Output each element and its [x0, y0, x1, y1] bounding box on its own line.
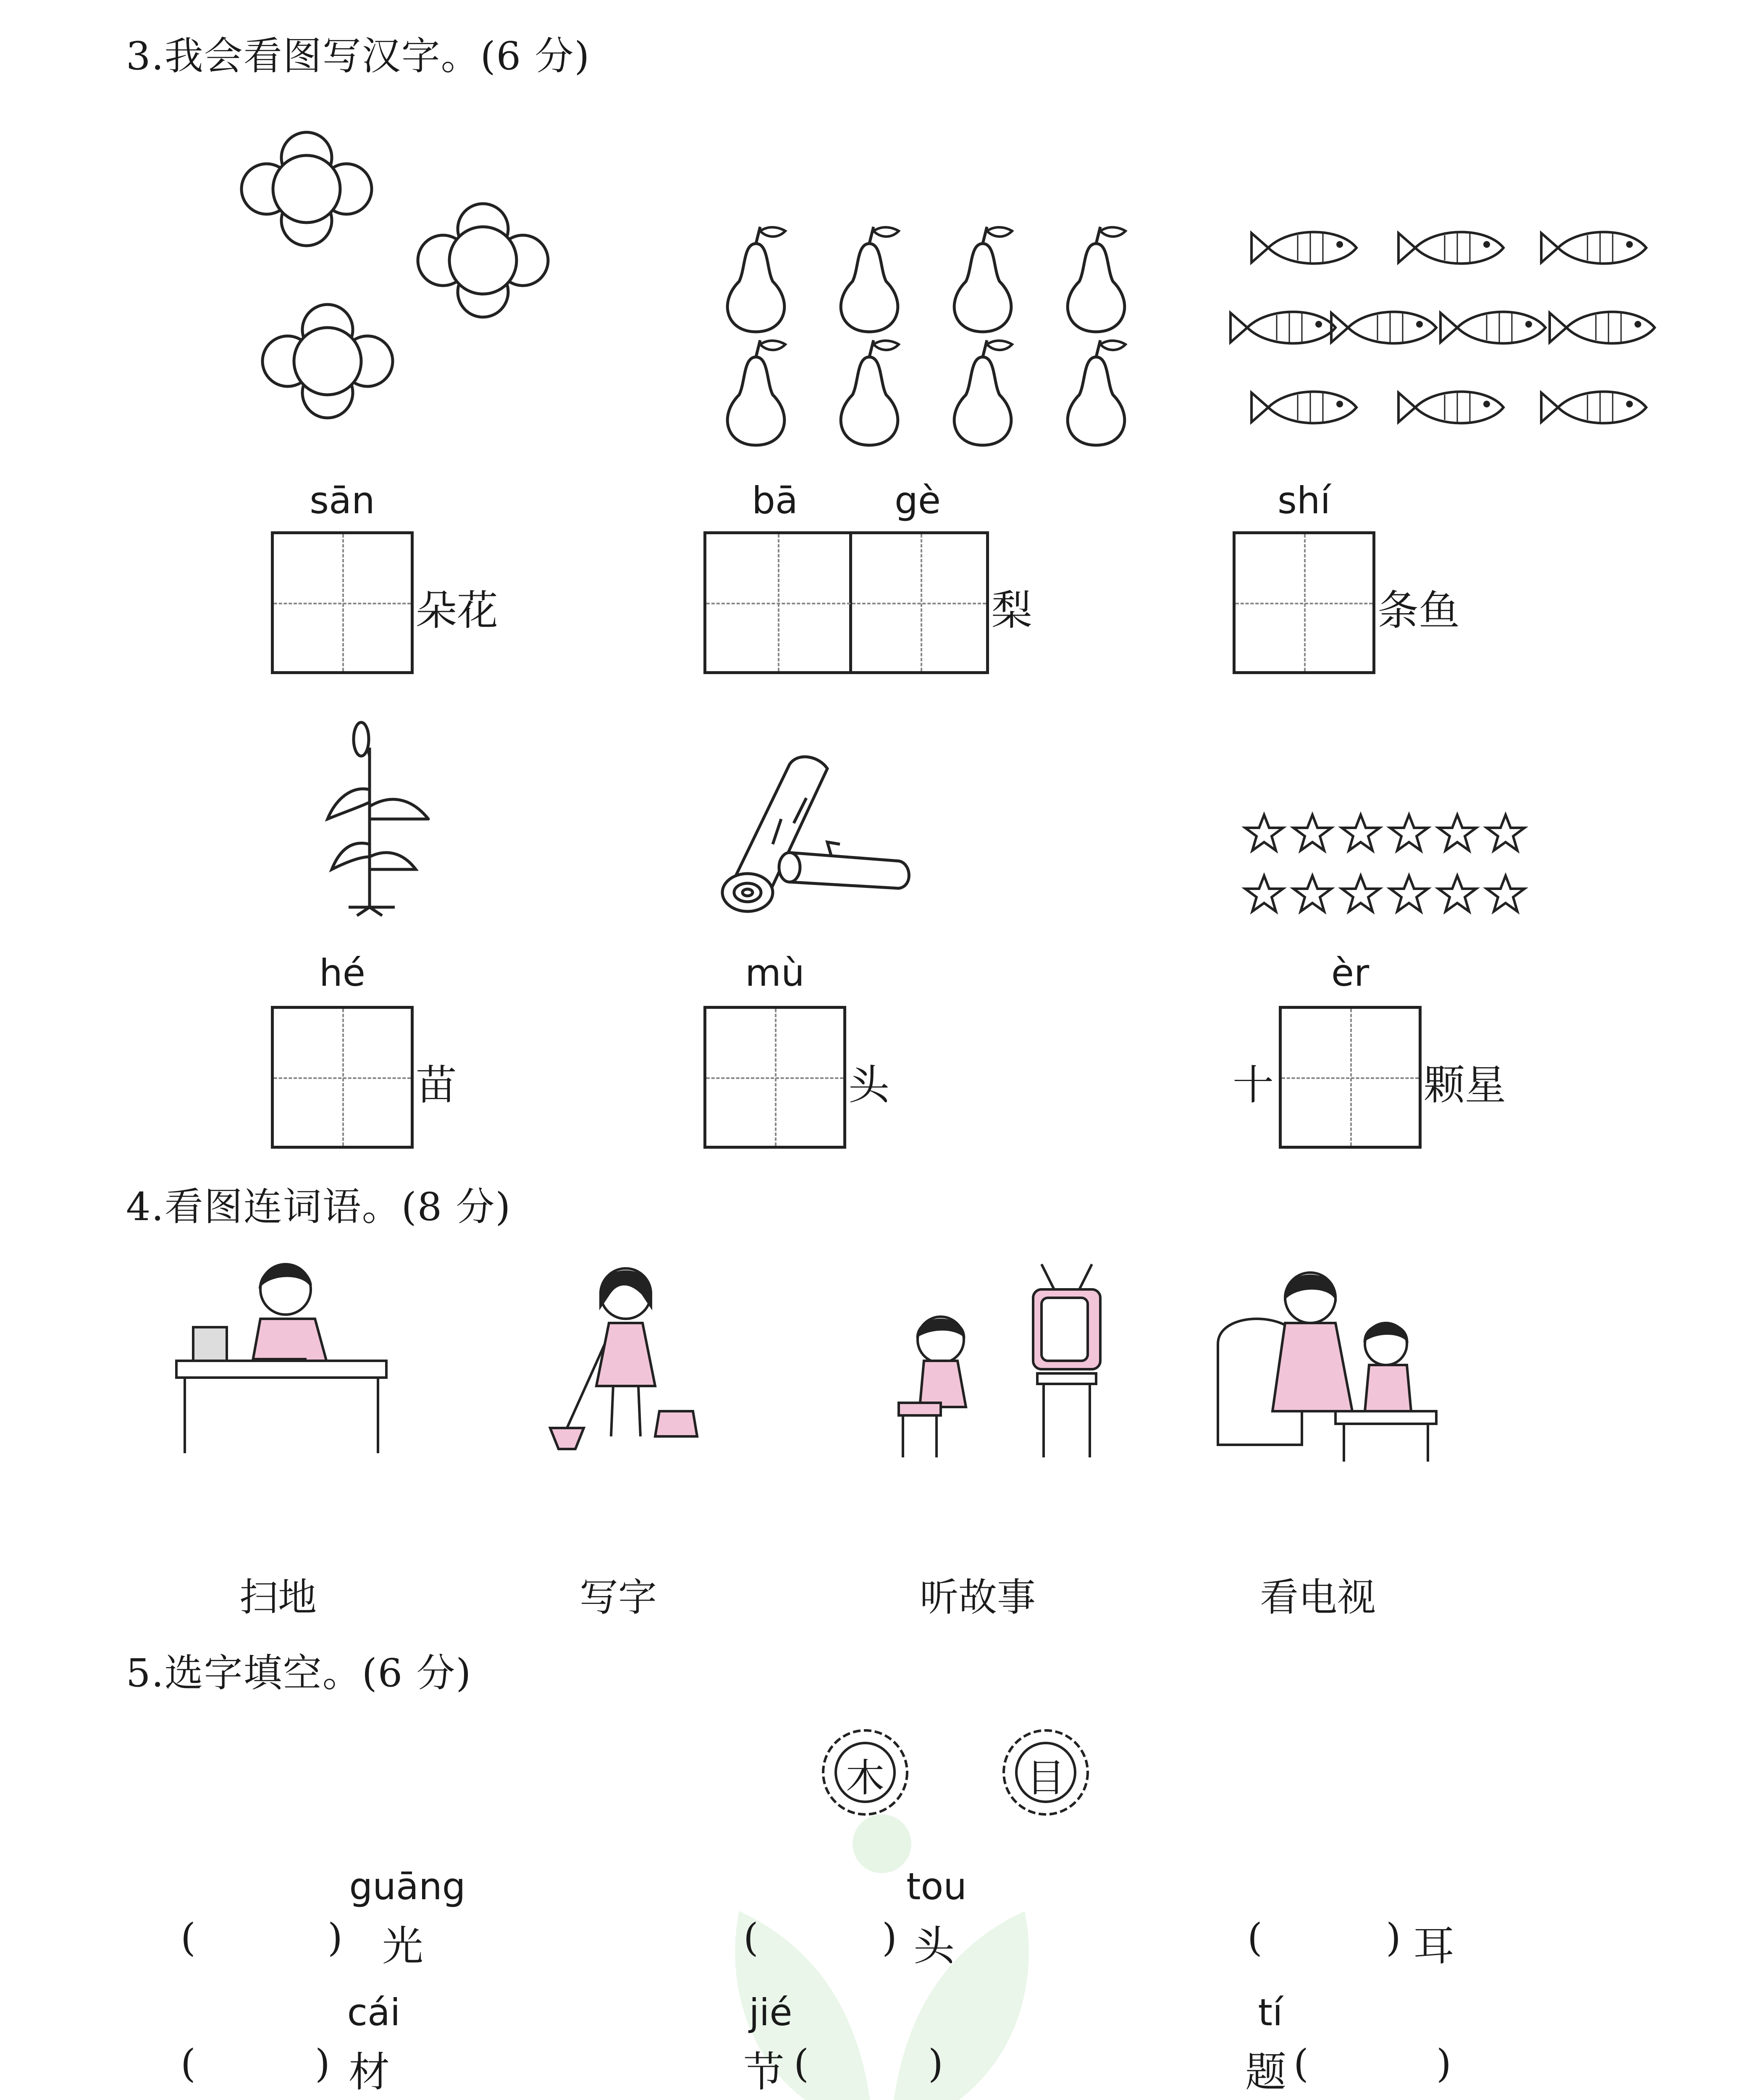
text-tou: 头: [913, 1922, 955, 1970]
tian-box-san[interactable]: [271, 531, 414, 674]
text-ti: 题: [1245, 2048, 1287, 2096]
word-kandianshi[interactable]: 看电视: [1260, 1575, 1376, 1620]
pinyin-ti: tí: [1258, 1991, 1283, 2034]
seedling-icon: [302, 722, 454, 916]
blank-er-open[interactable]: (: [1247, 1915, 1262, 1960]
pinyin-shi: shí: [1277, 479, 1331, 522]
pinyin-he: hé: [319, 951, 365, 995]
blank-er-close: ): [1386, 1915, 1401, 1960]
tian-box-er[interactable]: [1279, 1006, 1422, 1149]
word-xiezi[interactable]: 写字: [580, 1575, 657, 1620]
blank-cai-open[interactable]: (: [181, 2041, 196, 2086]
tian-box-shi[interactable]: [1233, 531, 1375, 674]
suffix-tou: 头: [848, 1061, 890, 1109]
suffix-li: 梨: [991, 587, 1033, 635]
blank-jie-close: ): [928, 2041, 943, 2086]
blank-tou-close: ): [882, 1915, 897, 1960]
choice-mu-eye: 目: [1026, 1756, 1065, 1801]
tian-box-mu[interactable]: [703, 1006, 846, 1149]
girl-sweeping-icon: [542, 1260, 710, 1462]
pinyin-mu: mù: [745, 951, 805, 995]
fish-icon: [1218, 210, 1680, 445]
prefix-shi: 十: [1233, 1061, 1274, 1109]
suffix-miao: 苗: [416, 1061, 457, 1109]
pinyin-ge: gè: [895, 479, 941, 522]
pinyin-ba: bā: [752, 479, 798, 522]
mother-telling-story-icon: [1210, 1260, 1445, 1470]
word-saodi[interactable]: 扫地: [239, 1575, 317, 1620]
blank-guang-close: ): [328, 1915, 343, 1960]
pinyin-guang: guāng: [349, 1865, 466, 1908]
stars-icon: [1243, 811, 1537, 920]
tian-box-bage[interactable]: [703, 531, 989, 674]
pinyin-tou: tou: [906, 1865, 967, 1908]
tian-box-he[interactable]: [271, 1006, 414, 1149]
text-cai: 材: [349, 2048, 390, 2096]
text-er: 耳: [1413, 1922, 1455, 1970]
pinyin-san: sān: [310, 479, 375, 522]
pear-icon: [706, 218, 1168, 454]
blank-ti-close: ): [1436, 2041, 1451, 2086]
girl-writing-icon: [168, 1256, 403, 1457]
word-tinggushi[interactable]: 听故事: [920, 1575, 1036, 1620]
text-guang: 光: [382, 1922, 424, 1970]
pinyin-jie: jié: [749, 1991, 792, 2034]
pinyin-cai: cái: [347, 1991, 401, 2034]
choice-mu: 木: [845, 1756, 884, 1801]
flower-icon: [223, 139, 559, 441]
blank-ti-open[interactable]: (: [1293, 2041, 1309, 2086]
blank-cai-close: ): [315, 2041, 330, 2086]
blank-tou-open[interactable]: (: [743, 1915, 758, 1960]
blank-guang-open[interactable]: (: [181, 1915, 196, 1960]
boy-watching-tv-icon: [886, 1256, 1121, 1466]
pinyin-er: èr: [1331, 951, 1370, 995]
suffix-duohua: 朵花: [416, 587, 499, 635]
blank-jie-open[interactable]: (: [794, 2041, 809, 2086]
q5-heading: 5.选字填空。(6 分): [126, 1651, 472, 1696]
text-jie: 节: [743, 2048, 785, 2096]
suffix-kexing: 颗星: [1424, 1061, 1506, 1109]
suffix-tiaoyu: 条鱼: [1377, 587, 1460, 635]
wood-log-icon: [706, 748, 924, 924]
q3-heading: 3.我会看图写汉字。(6 分): [126, 34, 590, 79]
q4-heading: 4.看图连词语。(8 分): [126, 1184, 512, 1229]
